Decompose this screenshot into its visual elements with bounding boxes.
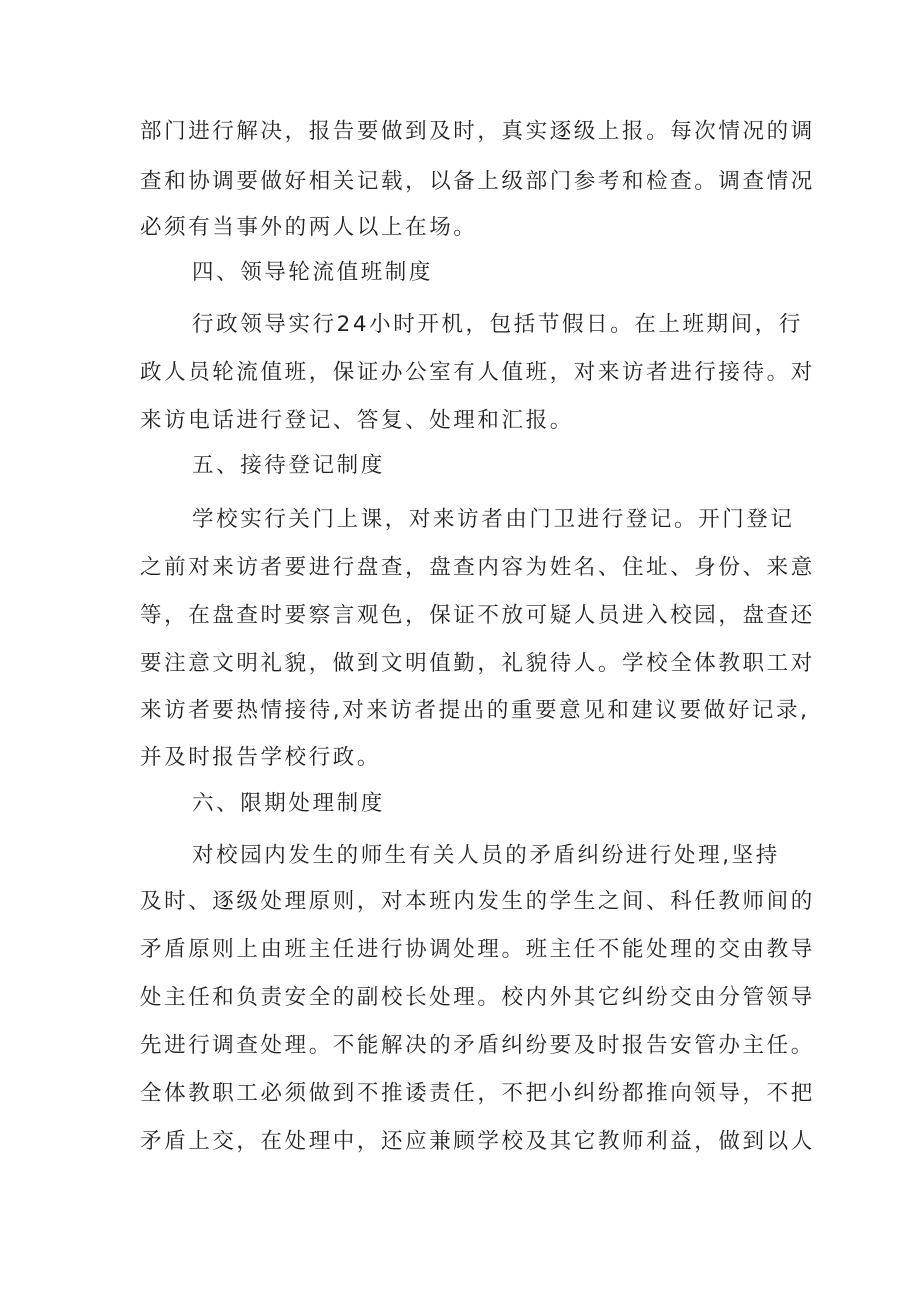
paragraph-line: 等，在盘查时要察言观色，保证不放可疑人员进入校园，盘查还 [140,603,815,628]
paragraph-line: 学校实行关门上课，对来访者由门卫进行登记。开门登记 [192,507,795,532]
paragraph-line: 政人员轮流值班，保证办公室有人值班，对来访者进行接待。对 [140,360,815,385]
paragraph-line: 及时、逐级处理原则，对本班内发生的学生之间、科任教师间的 [140,889,815,914]
paragraph-line: 之前对来访者要进行盘查，盘查内容为姓名、住址、身份、来意 [140,555,815,580]
paragraph-line: 要注意文明礼貌，做到文明值勤，礼貌待人。学校全体教职工对 [140,651,815,676]
section-heading: 六、限期处理制度 [192,791,385,816]
paragraph-line: 行政领导实行24小时开机，包括节假日。在上班期间，行 [192,312,803,337]
paragraph-line: 并及时报告学校行政。 [140,745,382,770]
paragraph-line: 查和协调要做好相关记载，以备上级部门参考和检查。调查情况 [140,169,815,194]
paragraph-line: 来访电话进行登记、答复、处理和汇报。 [140,408,574,433]
paragraph-line: 部门进行解决，报告要做到及时，真实逐级上报。每次情况的调 [140,119,815,144]
paragraph-line: 对校园内发生的师生有关人员的矛盾纠纷进行处理,坚持 [192,843,780,868]
paragraph-line: 全体教职工必须做到不推诿责任，不把小纠纷都推向领导，不把 [140,1081,815,1106]
section-heading: 四、领导轮流值班制度 [192,260,434,285]
paragraph-line: 处主任和负责安全的副校长处理。校内外其它纠纷交由分管领导 [140,985,815,1010]
paragraph-line: 来访者要热情接待,对来访者提出的重要意见和建议要做好记录, [140,698,810,723]
paragraph-line: 必须有当事外的两人以上在场。 [140,215,478,240]
paragraph-line: 矛盾原则上由班主任进行协调处理。班主任不能处理的交由教导 [140,937,815,962]
paragraph-line: 先进行调查处理。不能解决的矛盾纠纷要及时报告安管办主任。 [140,1033,815,1058]
section-heading: 五、接待登记制度 [192,453,385,478]
paragraph-line: 矛盾上交，在处理中，还应兼顾学校及其它教师利益，做到以人 [140,1129,815,1154]
